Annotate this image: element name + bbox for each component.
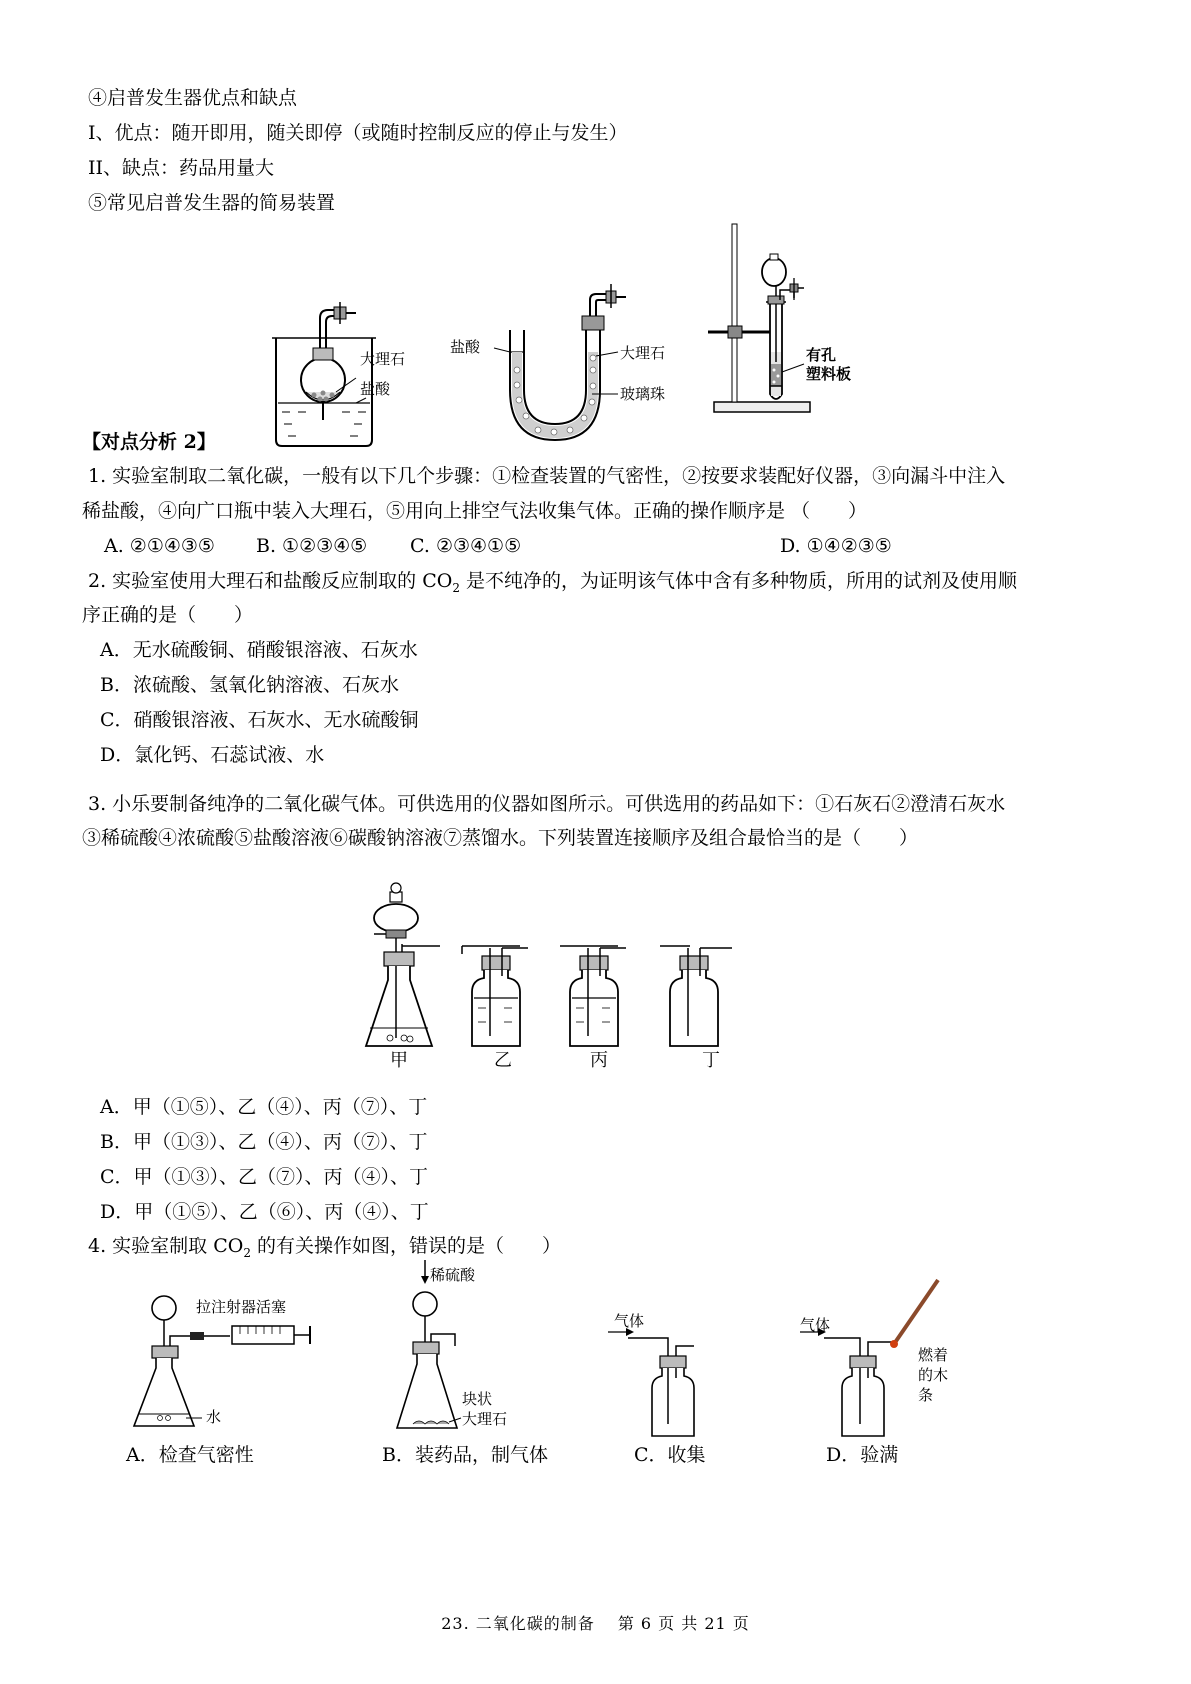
q2-option-d[interactable]: D．氯化钙、石蕊试液、水 xyxy=(100,744,325,766)
stand-plate-label-2: 塑料板 xyxy=(806,365,852,383)
q3-label-bing: 丙 xyxy=(590,1050,608,1071)
flask-jia xyxy=(366,883,440,1046)
q1-line-1: 1. 实验室制取二氧化碳，一般有以下几个步骤：①检查装置的气密性，②按要求装配好仪器，③向漏斗中注入 xyxy=(88,465,1006,487)
intro-item5: ⑤常见启普发生器的简易装置 xyxy=(88,192,336,214)
beaker-device-figure xyxy=(270,300,410,450)
q1-option-b[interactable]: B. ①②③④⑤ xyxy=(256,535,368,557)
page-footer: 23. 二氧化碳的制备 第 6 页 共 21 页 xyxy=(441,1614,750,1633)
u-tube-marble-label: 大理石 xyxy=(620,344,666,362)
bottle-yi xyxy=(462,946,528,1046)
q1-option-a[interactable]: A. ②①④③⑤ xyxy=(104,535,215,557)
q3-label-yi: 乙 xyxy=(494,1050,512,1071)
beaker-marble-label: 大理石 xyxy=(360,350,406,368)
q3-option-b[interactable]: B．甲（①③）、乙（④）、丙（⑦）、丁 xyxy=(100,1131,428,1153)
q2-subscript: 2 xyxy=(452,580,460,595)
q4-c-gas-label: 气体 xyxy=(614,1312,645,1330)
q2-option-b[interactable]: B．浓硫酸、氢氧化钠溶液、石灰水 xyxy=(100,674,399,696)
intro-cons: II、缺点：药品用量大 xyxy=(88,157,275,179)
q3-option-d[interactable]: D．甲（①⑤）、乙（⑥）、丙（④）、丁 xyxy=(100,1201,429,1223)
q4-line-pre: 4. 实验室制取 CO xyxy=(88,1235,244,1257)
q4-caption-b[interactable]: B．装药品，制气体 xyxy=(382,1444,548,1466)
q1-option-d[interactable]: D. ①④②③⑤ xyxy=(780,535,892,557)
q2-option-c[interactable]: C．硝酸银溶液、石灰水、无水硫酸铜 xyxy=(100,709,419,731)
q4-caption-a[interactable]: A．检查气密性 xyxy=(126,1444,254,1466)
q3-label-ding: 丁 xyxy=(702,1050,720,1071)
q3-apparatus-figure xyxy=(360,868,760,1071)
q2-line-1-post: 是不纯净的，为证明该气体中含有多种物质，所用的试剂及使用顺 xyxy=(459,570,1018,592)
u-tube-acid-label: 盐酸 xyxy=(450,338,481,356)
bottle-ding xyxy=(660,946,732,1046)
q4-d-stick-label-3: 条 xyxy=(918,1386,934,1404)
q4-caption-c[interactable]: C．收集 xyxy=(634,1444,706,1466)
u-tube-beads-label: 玻璃珠 xyxy=(620,385,666,403)
q2-line-2: 序正确的是（ ） xyxy=(82,604,254,626)
q4-b-marble-label-1: 块状 xyxy=(462,1390,493,1408)
q3-line-2: ③稀硫酸④浓硫酸⑤盐酸溶液⑥碳酸钠溶液⑦蒸馏水。下列装置连接顺序及组合最恰当的是（ ） xyxy=(82,827,919,849)
q4-figure-c xyxy=(608,1320,708,1440)
q4-subscript: 2 xyxy=(243,1245,251,1260)
stand-plate-label-1: 有孔 xyxy=(806,346,837,364)
q4-b-acid-label: 稀硫酸 xyxy=(430,1266,476,1284)
q4-caption-d[interactable]: D．验满 xyxy=(826,1444,899,1466)
q3-label-jia: 甲 xyxy=(390,1050,408,1071)
q2-option-a[interactable]: A．无水硫酸铜、硝酸银溶液、石灰水 xyxy=(100,639,418,661)
bottle-bing xyxy=(560,946,626,1046)
q1-option-c[interactable]: C. ②③④①⑤ xyxy=(410,535,522,557)
intro-item4: ④启普发生器优点和缺点 xyxy=(88,87,298,109)
intro-pros: I、优点：随开即用，随关即停（或随时控制反应的停止与发生） xyxy=(88,122,628,144)
q4-line-post: 的有关操作如图，错误的是（ ） xyxy=(250,1235,562,1257)
u-tube-figure xyxy=(490,290,640,450)
q2-line-1-pre: 2. 实验室使用大理石和盐酸反应制取的 CO xyxy=(88,570,453,592)
q4-d-gas-label: 气体 xyxy=(800,1316,831,1334)
q4-a-syringe-label: 拉注射器活塞 xyxy=(196,1298,287,1316)
section-title: 【对点分析 2】 xyxy=(82,431,216,453)
stand-device-figure xyxy=(700,222,880,452)
q3-option-a[interactable]: A．甲（①⑤）、乙（④）、丙（⑦）、丁 xyxy=(100,1096,428,1118)
q3-line-1: 3. 小乐要制备纯净的二氧化碳气体。可供选用的仪器如图所示。可供选用的药品如下：①石灰石②澄清石灰水 xyxy=(88,793,1006,815)
q4-b-marble-label-2: 大理石 xyxy=(462,1410,508,1428)
q4-d-stick-label-1: 燃着 xyxy=(918,1346,949,1364)
q4-d-stick-label-2: 的木 xyxy=(918,1366,949,1384)
q2-line-1 xyxy=(88,569,1017,600)
q1-line-2: 稀盐酸，④向广口瓶中装入大理石，⑤用向上排空气法收集气体。正确的操作顺序是 （ ） xyxy=(82,500,868,522)
q4-a-water-label: 水 xyxy=(206,1408,222,1426)
q3-option-c[interactable]: C．甲（①③）、乙（⑦）、丙（④）、丁 xyxy=(100,1166,429,1188)
beaker-acid-label: 盐酸 xyxy=(360,380,391,398)
